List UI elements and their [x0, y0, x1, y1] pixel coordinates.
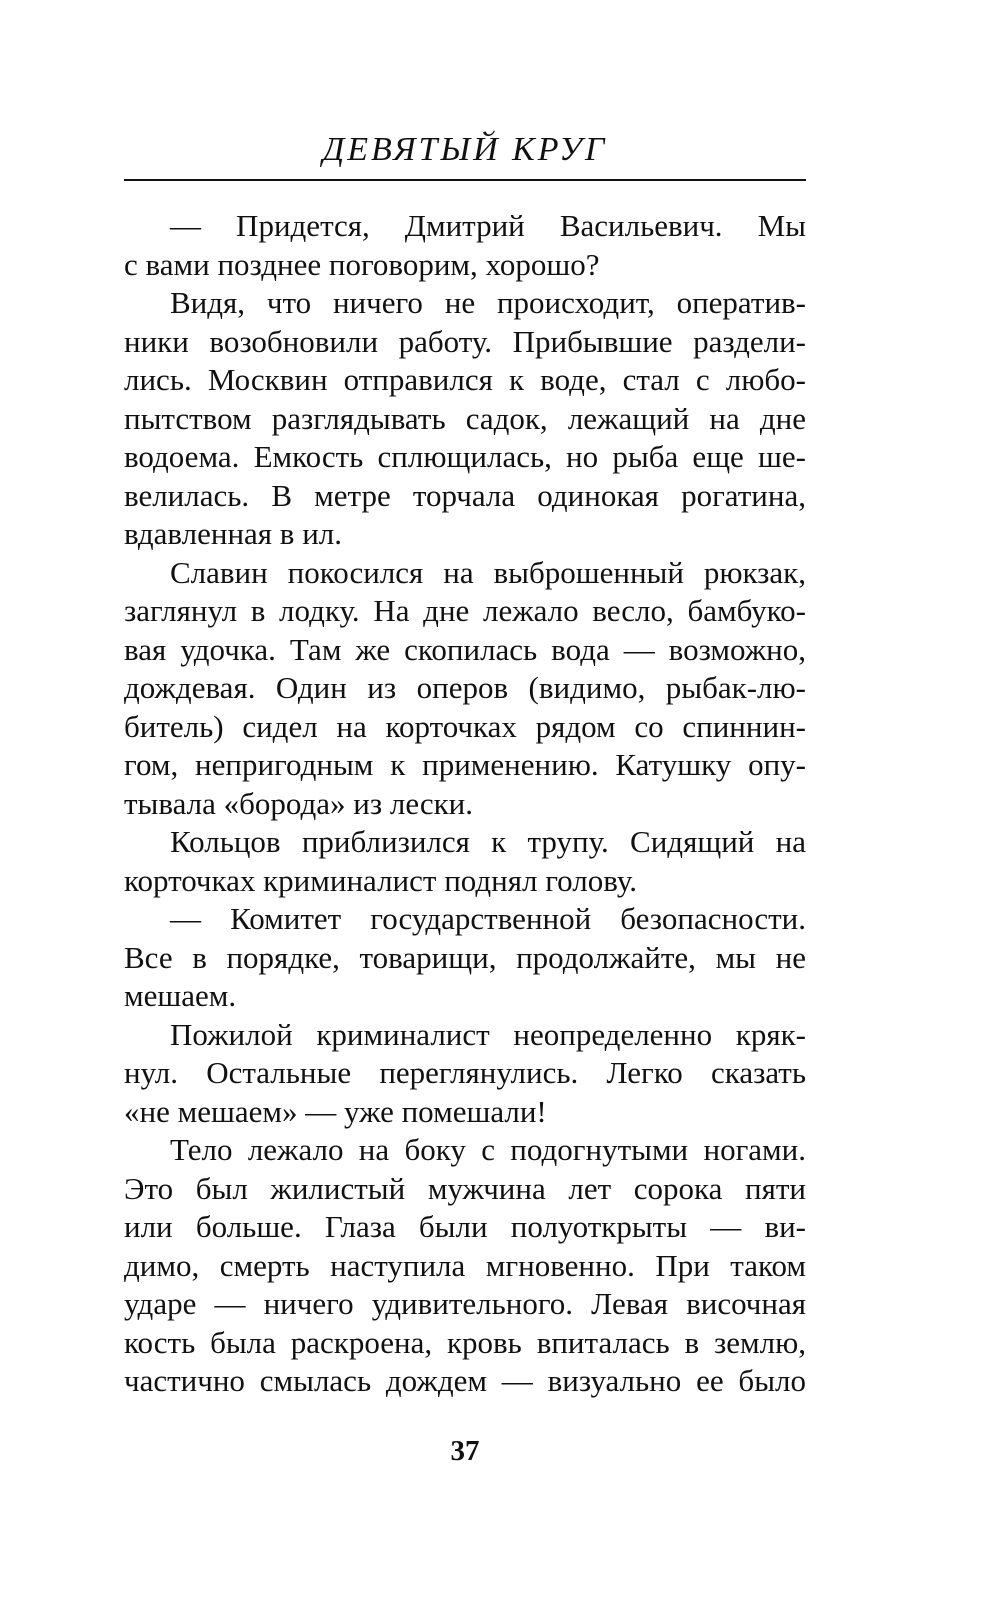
text-line: битель) сидел на корточках рядом со спиннин- — [124, 708, 806, 744]
text-line: Кольцов приблизился к трупу. Сидящий на — [170, 824, 806, 859]
page-number: 37 — [450, 1435, 480, 1467]
text-line: нул. Остальные переглянулись. Легко сказать — [124, 1055, 806, 1090]
running-head: ДЕВЯТЫЙ КРУГ — [322, 131, 608, 168]
text-line: кость была раскроена, кровь впиталась в землю, — [124, 1324, 806, 1360]
text-line: Видя, что ничего не происходит, оператив- — [170, 285, 806, 320]
text-line: тывала «борода» из лески. — [124, 785, 474, 821]
text-line: — Комитет государственной безопасности. — [170, 901, 806, 936]
text-line: вдавленная в ил. — [124, 516, 342, 551]
text-line: Все в порядке, товарищи, продолжайте, мы не — [124, 939, 806, 975]
text-line: лись. Москвин отправился к воде, стал с любо- — [124, 362, 806, 397]
text-line: Тело лежало на боку с подогнутыми ногами. — [170, 1132, 806, 1167]
text-line: ники возобновили работу. Прибывшие раздели- — [124, 323, 806, 359]
text-line: велилась. В метре торчала одинокая рогатина, — [124, 477, 806, 513]
text-line: дождевая. Один из оперов (видимо, рыбак-лю- — [124, 670, 806, 705]
text-line: гом, непригодным к применению. Катушку опу- — [124, 747, 806, 782]
book-page — [124, 0, 806, 1616]
text-line: ударе — ничего удивительного. Левая височная — [124, 1286, 806, 1321]
text-line: пытством разглядывать садок, лежащий на дне — [124, 400, 806, 436]
text-line: мешаем. — [124, 978, 237, 1013]
text-line: или больше. Глаза были полуоткрыты — ви- — [124, 1209, 806, 1244]
text-line: корточках криминалист поднял голову. — [124, 862, 637, 898]
text-line: димо, смерть наступила мгновенно. При таком — [124, 1247, 806, 1283]
text-line: заглянул в лодку. На дне лежало весло, бамбуко- — [124, 593, 806, 628]
text-line: вая удочка. Там же скопилась вода — возможно, — [124, 631, 806, 667]
text-line: «не мешаем» — уже помешали! — [124, 1093, 547, 1129]
header-rule — [124, 179, 806, 181]
text-line: с вами позднее поговорим, хорошо? — [124, 246, 600, 282]
text-line: Это был жилистый мужчина лет сорока пяти — [124, 1170, 806, 1206]
text-line: Славин покосился на выброшенный рюкзак, — [170, 554, 806, 590]
text-line: водоема. Емкость сплющилась, но рыба еще ше- — [124, 439, 806, 474]
body-text — [124, 207, 806, 1401]
text-line: Пожилой криминалист неопределенно кряк- — [170, 1016, 806, 1052]
text-line: — Придется, Дмитрий Васильевич. Мы — [170, 208, 806, 243]
text-line: частично смылась дождем — визуально ее было — [124, 1363, 806, 1398]
